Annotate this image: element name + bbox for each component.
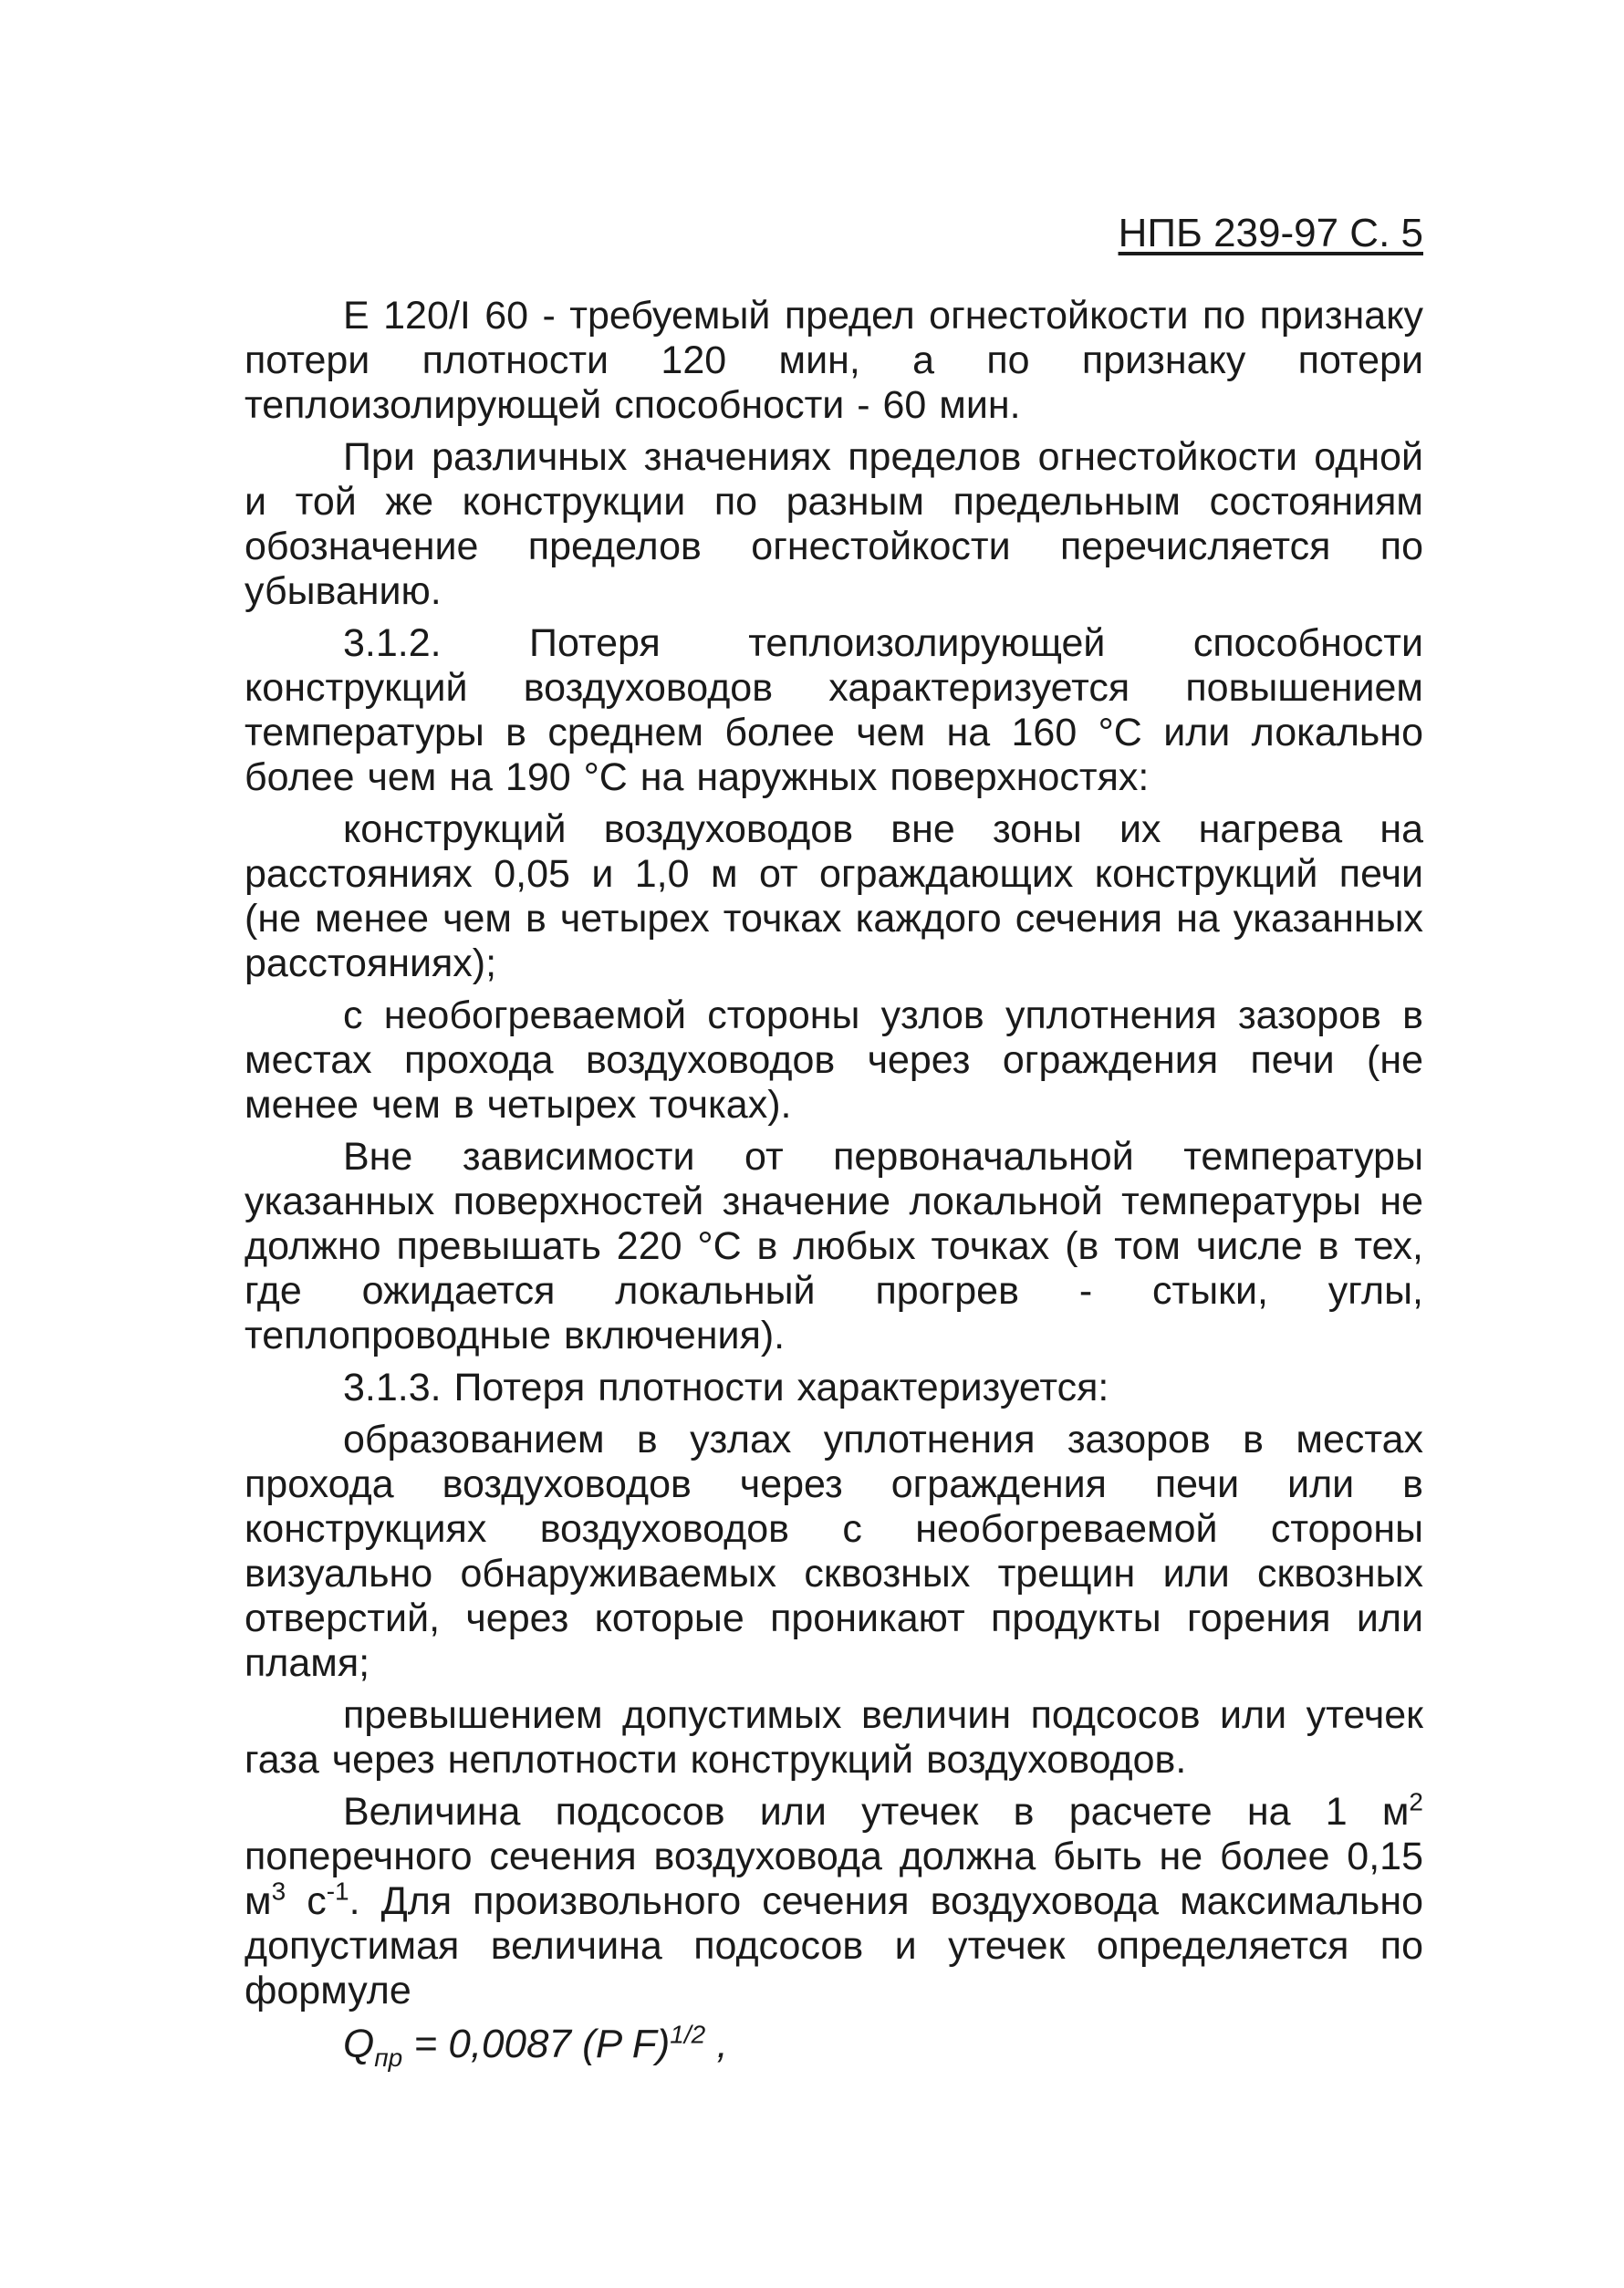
paragraph: Вне зависимости от первоначальной температуры указанных поверхностей значение локальной температуры не должно превышать 220 °С в любых точках (в том числе в тех, где ожидается локальный прогрев - стыки, углы, теплопроводные включения).	[245, 1135, 1423, 1357]
paragraph-flow-rate	[245, 1787, 1423, 2013]
paragraph: 3.1.3. Потеря плотности характеризуется:	[343, 1366, 1109, 1409]
text-run: . Для произвольного сечения воздуховода максимально допустимая величина подсосов и утечек определяется по формуле	[245, 1879, 1423, 2012]
paragraph: образованием в узлах уплотнения зазоров в местах прохода воздуховодов через ограждения печи или в конструкциях воздуховодов с необогреваемой стороны визуально обнаруживаемых сквозных трещин или сквозных отверстий, через которые проникают продукты горения или пламя;	[245, 1418, 1423, 1685]
formula	[343, 2020, 1423, 2072]
paragraph: превышением допустимых величин подсосов или утечек газа через неплотности конструкций воздуховодов.	[245, 1693, 1423, 1782]
formula-body: = 0,0087 (P F)	[402, 2022, 671, 2066]
text-run: с	[286, 1879, 327, 1923]
formula-exponent: 1/2	[670, 2020, 706, 2049]
paragraph: При различных значениях пределов огнестойкости одной и той же конструкции по разным предельным состояниям обозначение пределов огнестойкости перечисляется по убыванию.	[245, 435, 1423, 613]
superscript: 3	[271, 1877, 286, 1906]
paragraph: конструкций воздуховодов вне зоны их нагрева на расстояниях 0,05 и 1,0 м от ограждающих конструкций печи (не менее чем в четырех точках каждого сечения на указанных расстояниях);	[245, 807, 1423, 985]
text-run: Величина подсосов или утечек в расчете на 1 м	[343, 1790, 1410, 1834]
paragraph: 3.1.2. Потеря теплоизолирующей способности конструкций воздуховодов характеризуется повышением температуры в среднем более чем на 160 °С или локально более чем на 190 °С на наружных поверхностях:	[245, 621, 1423, 799]
page-header: НПБ 239-97 С. 5	[1118, 211, 1423, 255]
document-page	[245, 210, 1423, 2072]
paragraph: с необогреваемой стороны узлов уплотнения зазоров в местах прохода воздуховодов через ограждения печи (не менее чем в четырех точках).	[245, 993, 1423, 1127]
superscript: 2	[1409, 1787, 1423, 1816]
formula-subscript: пр	[374, 2043, 403, 2072]
text-run: поперечного сечения воздуховода должна быть не более 0,15 м	[245, 1835, 1423, 1923]
superscript: -1	[326, 1877, 349, 1906]
formula-q: Q	[343, 2022, 375, 2066]
paragraph: Е 120/I 60 - требуемый предел огнестойкости по признаку потери плотности 120 мин, а по признаку потери теплоизолирующей способности - 60 мин.	[245, 294, 1423, 427]
formula-tail: ,	[705, 2022, 728, 2066]
